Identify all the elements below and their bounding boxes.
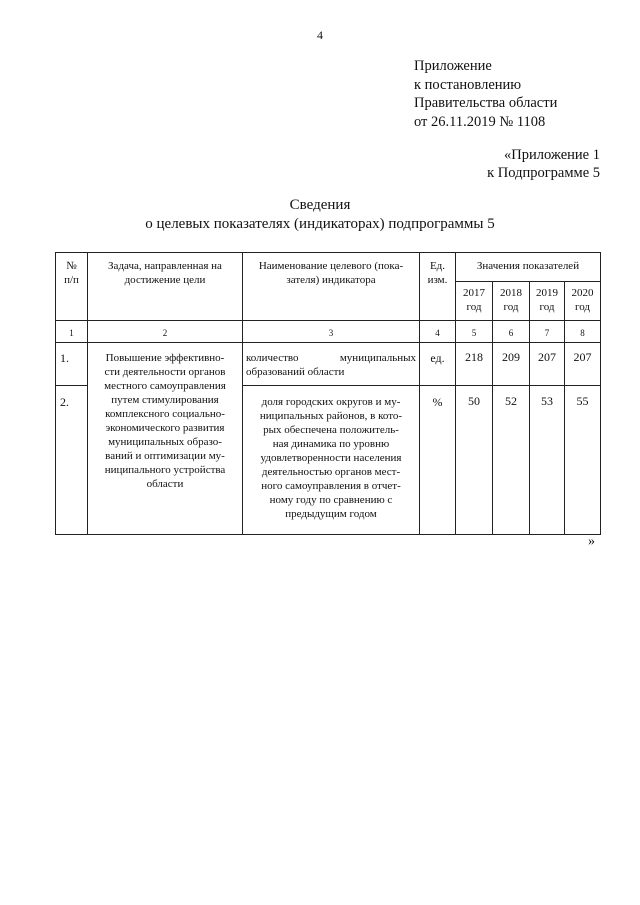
task-line: ваний и оптимизации му- [105, 450, 225, 462]
header-values-group: Значения показателей [476, 260, 580, 272]
header-year-line: год [466, 301, 482, 313]
table-line-values-sub [455, 281, 601, 282]
annex-line: к Подпрограмме 5 [487, 165, 600, 181]
value-2018: 52 [505, 394, 517, 408]
appendix-line: Правительства области [414, 95, 558, 111]
unit-value: ед. [430, 351, 445, 365]
indicator-text [246, 365, 416, 379]
annex-reference [487, 146, 600, 182]
table-border-left [55, 252, 56, 535]
task-line: Повышение эффективно- [105, 352, 225, 364]
column-number: 5 [471, 328, 477, 338]
value-2019: 207 [538, 350, 556, 364]
header-unit-line: Ед. [429, 260, 446, 272]
table-line-row1-num [55, 385, 87, 386]
page-number: 4 [317, 28, 323, 42]
header-task-line: Задача, направленная на [108, 260, 222, 272]
column-number: 4 [435, 328, 440, 338]
indicator-line: ниципальных районов, в кото- [259, 410, 403, 422]
value-2020: 207 [573, 350, 592, 364]
header-num-line: п/п [64, 274, 79, 286]
table-border-bottom [55, 534, 601, 535]
header-year-line: год [539, 301, 555, 313]
indicator-line: образований области [246, 366, 345, 378]
column-number: 6 [508, 328, 514, 338]
appendix-line: от 26.11.2019 № 1108 [414, 113, 546, 130]
header-task [88, 259, 242, 287]
task-line: области [146, 478, 184, 490]
header-unit-line: изм. [427, 274, 448, 286]
value-2018: 209 [502, 350, 520, 364]
column-number: 8 [580, 328, 585, 338]
row-number: 2. [60, 395, 69, 409]
task-line: путем стимулирования [111, 394, 219, 406]
indicator-line: количество муниципальных [246, 352, 416, 364]
indicator-line: ному году по сравнению с [269, 494, 393, 506]
value-2019: 53 [541, 394, 553, 408]
task-line: ниципального устройства [104, 464, 226, 476]
header-year-line: год [503, 301, 519, 313]
appendix-header [414, 57, 557, 131]
header-task-line: достижение цели [124, 274, 206, 286]
table-col-line [564, 281, 565, 535]
table-col-line [492, 281, 493, 535]
table-line-colnums-bottom [55, 342, 601, 343]
header-unit [420, 259, 455, 287]
header-year-2020 [565, 286, 600, 314]
header-year-2018 [493, 286, 529, 314]
table-line-header-bottom [55, 320, 601, 321]
column-number: 1 [69, 328, 74, 338]
indicator-line: предыдущим годом [285, 508, 377, 520]
indicator-line: доля городских округов и му- [261, 396, 401, 408]
header-num-line: № [66, 260, 77, 272]
header-year-line: 2017 [463, 287, 485, 299]
indicator-text [246, 351, 416, 365]
header-num [56, 259, 87, 287]
document-title [0, 196, 640, 234]
header-year-2017 [456, 286, 492, 314]
task-line: комплексного социально- [105, 408, 225, 420]
header-year-line: год [574, 301, 591, 313]
header-indicator [243, 259, 419, 287]
column-number: 3 [328, 328, 334, 338]
task-line: муниципальных образо- [108, 436, 222, 448]
closing-quote: » [588, 534, 595, 549]
indicator-text [243, 395, 419, 521]
table-border-top [55, 252, 601, 253]
task-line: экономического развития [105, 422, 225, 434]
column-number: 7 [544, 328, 550, 338]
unit-value: % [432, 395, 443, 409]
indicator-line: ная динамика по уровню [272, 438, 390, 450]
row-number: 1. [60, 351, 69, 365]
header-indicator-line: Наименование целевого (пока- [258, 260, 404, 272]
value-2020: 55 [576, 394, 589, 408]
appendix-line: к постановлению [414, 76, 522, 93]
header-year-line: 2019 [536, 287, 558, 299]
header-year-line: 2018 [500, 287, 522, 299]
header-indicator-line: зателя) индикатора [286, 274, 376, 286]
header-year-line: 2020 [571, 287, 594, 299]
table-border-right [600, 252, 601, 535]
task-line: местного самоуправления [104, 380, 226, 392]
title-line: о целевых показателях (индикаторах) подпрограммы 5 [145, 216, 495, 232]
task-text [88, 351, 242, 491]
column-number: 2 [162, 328, 168, 338]
table-col-line [419, 252, 420, 535]
value-2017: 50 [468, 394, 480, 408]
title-line: Сведения [289, 197, 351, 213]
task-line: сти деятельности органов [104, 366, 226, 378]
appendix-line: Приложение [414, 58, 492, 74]
indicator-line: удовлетворенности населения [260, 452, 402, 464]
indicator-line: рых обеспечена положитель- [263, 424, 399, 436]
indicator-line: деятельностью органов мест- [261, 466, 401, 478]
indicator-line: ного самоуправления в отчет- [261, 480, 401, 492]
header-year-2019 [530, 286, 564, 314]
annex-line: «Приложение 1 [504, 147, 600, 163]
value-2017: 218 [465, 350, 483, 364]
table-col-line [529, 281, 530, 535]
table-line-row1 [242, 385, 601, 386]
